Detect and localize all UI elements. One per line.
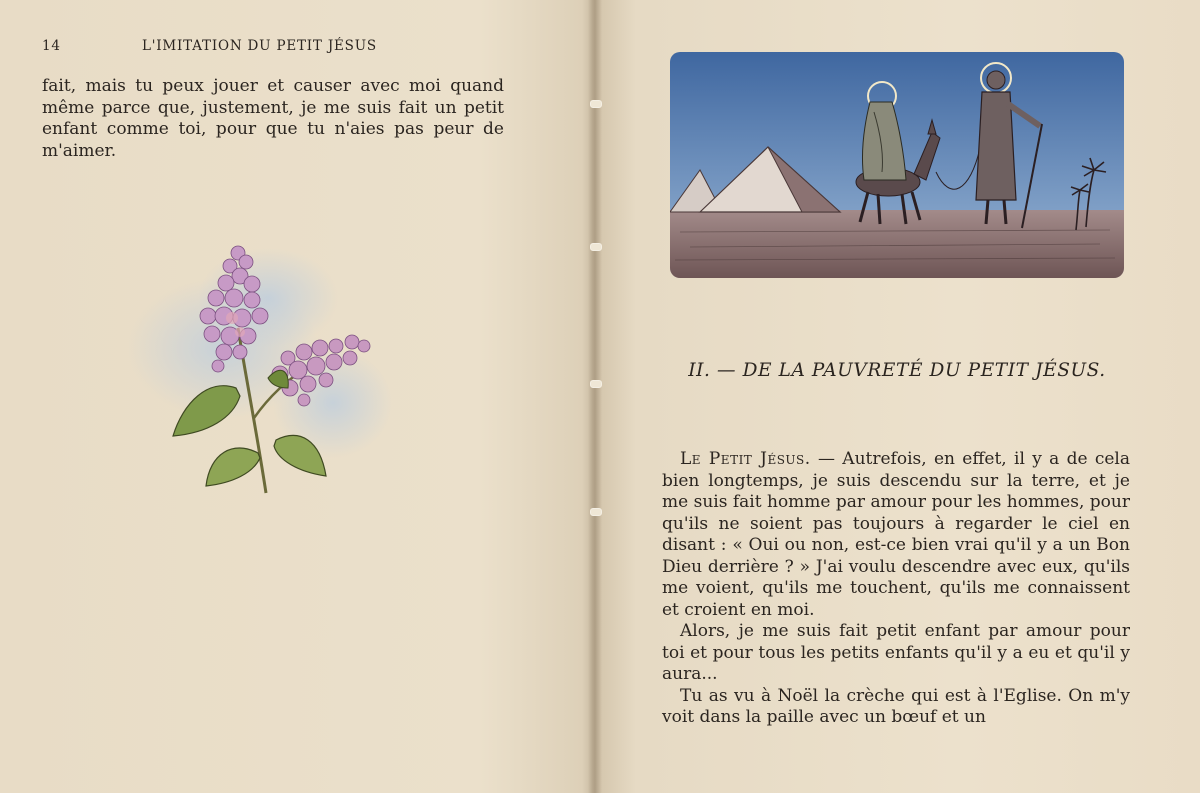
paragraph-1 — [662, 449, 1130, 621]
paragraph-3: Tu as vu à Noël la crèche qui est à l'Eglise. On m'y voit dans la paille avec un bœuf et un — [662, 685, 1130, 727]
left-paragraph: fait, mais tu peux jouer et causer avec moi quand même parce que, justement, je me suis fait un petit enfant comme toi, pour que tu n'aies pas peur de m'aimer. — [42, 76, 504, 161]
chapter-text — [662, 449, 1130, 729]
flight-into-egypt-illustration — [670, 52, 1124, 278]
lilac-illustration — [128, 228, 398, 508]
speaker-label: Le Petit Jésus. — [680, 449, 811, 469]
left-page — [0, 0, 590, 793]
chapter-title: II. — DE LA PAUVRETÉ DU PETIT JÉSUS. — [688, 360, 1106, 381]
paragraph-1-text: — Autrefois, en effet, il y a de cela bien longtemps, je suis descendu sur la terre, et je me suis fait homme par amour pour les hommes, pour qu'ils ne soient pas toujours à regarder le ciel en disant : « Oui ou non, est-ce bien vrai qu'il y a un Bon Dieu derrière ? » J'ai voulu descendre avec eux, qu'ils me voient, qu'ils me touchent, qu'ils me connaissent et croient en moi. — [662, 449, 1131, 620]
running-head — [42, 38, 512, 54]
page-number: 14 — [42, 38, 61, 54]
right-page — [600, 0, 1200, 793]
paragraph-2: Alors, je me suis fait petit enfant par amour pour toi et pour tous les petits enfants qu'il y a eu et qu'il y aura... — [662, 621, 1130, 684]
running-title: L'IMITATION DU PETIT JÉSUS — [142, 38, 377, 54]
